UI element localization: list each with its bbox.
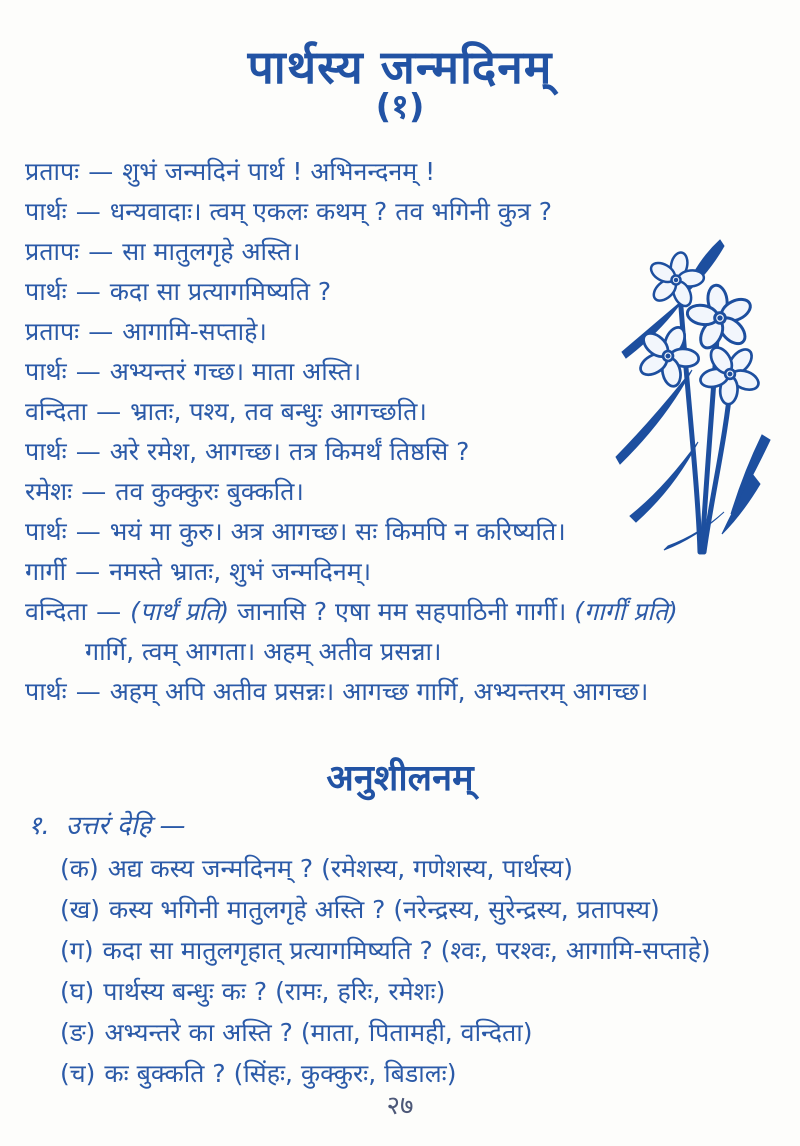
speaker-dash: — [88, 237, 114, 266]
exercise-item-text: पार्थस्य बन्धुः कः ? (रामः, हरिः, रमेशः) [103, 977, 446, 1006]
speaker-name: पार्थः [25, 277, 67, 306]
flower-bouquet-illustration [610, 232, 794, 560]
speaker-dash: — [75, 437, 101, 466]
speaker-dash: — [75, 557, 101, 586]
dialogue-text: नमस्ते भ्रातः, शुभं जन्मदिनम्। [109, 557, 372, 586]
speaker-dash: — [75, 677, 101, 706]
speaker-dash: — [96, 597, 122, 626]
page-number: २७ [386, 1091, 414, 1121]
exercise-item-label: (च) [60, 1059, 96, 1088]
exercise-question-1 [28, 806, 186, 842]
exercise-item-label: (क) [60, 854, 99, 883]
stage-direction: (पार्थं प्रति) [130, 597, 230, 626]
exercise-item-label: (ङ) [60, 1018, 96, 1047]
speaker-dash: — [75, 277, 101, 306]
speaker-dash: — [96, 397, 122, 426]
dialogue-continuation: गार्गि, त्वम् आगता। अहम् अतीव प्रसन्ना। [85, 637, 442, 666]
speaker-dash: — [81, 477, 107, 506]
speaker-dash: — [75, 517, 101, 546]
stage-direction: (गार्गीं प्रति) [574, 597, 678, 626]
dialogue-text: जानासि ? एषा मम सहपाठिनी गार्गी। [237, 597, 567, 626]
exercise-item-label: (ख) [60, 895, 100, 924]
exercise-question-title: उत्तरं देहि — [65, 811, 186, 841]
exercise-items [60, 848, 795, 1094]
dialogue-text: भयं मा कुरु। अत्र आगच्छ। सः किमपि न करिष्यति। [109, 517, 566, 546]
exercise-item-text: कः बुक्कति ? (सिंहः, कुक्कुरः, बिडालः) [104, 1059, 457, 1088]
speaker-name: वन्दिता [25, 597, 88, 626]
speaker-dash: — [88, 157, 114, 186]
speaker-name: पार्थः [25, 357, 67, 386]
speaker-name: गार्गी [25, 557, 67, 586]
exercise-item [60, 971, 795, 1012]
exercise-item-text: कदा सा मातुलगृहात् प्रत्यागमिष्यति ? (श्वः, परश्वः, आगामि-सप्ताहे) [102, 936, 711, 965]
exercise-question-number: १. [28, 811, 50, 841]
speaker-name: प्रतापः [25, 157, 80, 186]
exercise-heading: अनुशीलनम् [326, 758, 474, 799]
exercise-item-label: (ग) [60, 936, 94, 965]
dialogue-text: शुभं जन्मदिनं पार्थ ! अभिनन्दनम् ! [122, 157, 436, 186]
dialogue-text: कदा सा प्रत्यागमिष्यति ? [109, 277, 332, 306]
speaker-dash: — [75, 357, 101, 386]
dialogue-text: आगामि-सप्ताहे। [122, 317, 267, 346]
lesson-number: (१) [375, 87, 425, 127]
speaker-dash: — [88, 317, 114, 346]
speaker-dash: — [75, 197, 101, 226]
speaker-name: प्रतापः [25, 237, 80, 266]
exercise-item-text: कस्य भगिनी मातुलगृहे अस्ति ? (नरेन्द्रस्य, सुरेन्द्रस्य, प्रतापस्य) [108, 895, 660, 924]
dialogue-text: धन्यवादाः। त्वम् एकलः कथम् ? तव भगिनी कुत्र ? [109, 197, 552, 226]
exercise-item [60, 930, 795, 971]
dialogue-line [25, 672, 795, 712]
page-title: पार्थस्य जन्मदिनम् [247, 39, 553, 94]
exercise-item-label: (घ) [60, 977, 95, 1006]
speaker-name: रमेशः [25, 477, 73, 506]
dialogue-text: तव कुक्कुरः बुक्कति। [115, 477, 304, 506]
exercise-item-text: अभ्यन्तरे का अस्ति ? (माता, पितामही, वन्दिता) [104, 1018, 533, 1047]
dialogue-line [25, 152, 795, 192]
dialogue-text: अहम् अपि अतीव प्रसन्नः। आगच्छ गार्गि, अभ्यन्तरम् आगच्छ। [109, 677, 649, 706]
speaker-name: वन्दिता [25, 397, 88, 426]
dialogue-line [25, 592, 795, 632]
dialogue-text: अभ्यन्तरं गच्छ। माता अस्ति। [109, 357, 362, 386]
speaker-name: पार्थः [25, 437, 67, 466]
dialogue-text: अरे रमेश, आगच्छ। तत्र किमर्थं तिष्ठसि ? [109, 437, 470, 466]
speaker-name: पार्थः [25, 517, 67, 546]
speaker-name: पार्थः [25, 197, 67, 226]
exercise-item-text: अद्य कस्य जन्मदिनम् ? (रमेशस्य, गणेशस्य, पार्थस्य) [107, 854, 574, 883]
exercise-item [60, 889, 795, 930]
dialogue-line [25, 192, 795, 232]
speaker-name: पार्थः [25, 677, 67, 706]
exercise-item [60, 1012, 795, 1053]
exercise-item [60, 848, 795, 889]
dialogue-text: सा मातुलगृहे अस्ति। [122, 237, 301, 266]
dialogue-text: भ्रातः, पश्य, तव बन्धुः आगच्छति। [130, 397, 427, 426]
speaker-name: प्रतापः [25, 317, 80, 346]
